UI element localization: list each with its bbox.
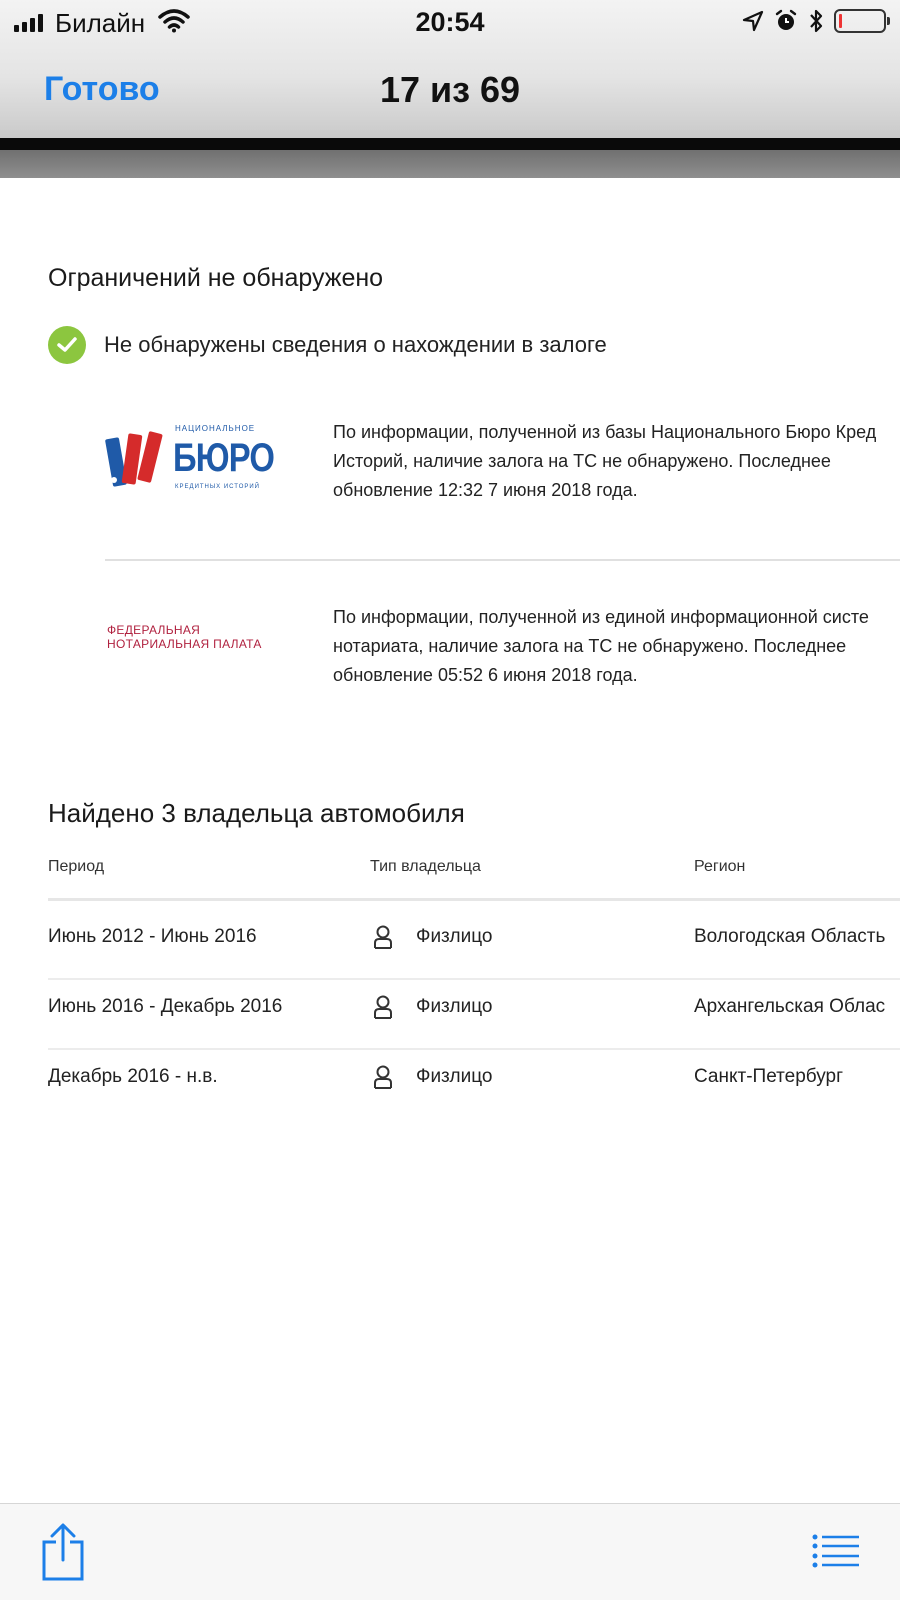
row-divider	[48, 1048, 900, 1050]
notary-logo-line-2: НОТАРИАЛЬНАЯ ПАЛАТА	[107, 637, 262, 651]
buro-logo-main: БЮРО	[173, 436, 275, 480]
notary-info-text	[333, 603, 900, 690]
document-view[interactable]	[0, 178, 900, 1503]
bluetooth-icon	[808, 8, 824, 34]
alarm-icon	[774, 9, 798, 33]
buro-line-3: обновление 12:32 7 июня 2018 года.	[333, 480, 638, 500]
cell-owner-type: Физлицо	[416, 926, 493, 947]
nav-bar	[0, 60, 900, 126]
cell-region: Архангельская Облас	[694, 996, 886, 1017]
notary-logo-line-1: ФЕДЕРАЛЬНАЯ	[107, 623, 201, 637]
header-region: Регион	[694, 858, 746, 875]
carrier-name: Билайн	[55, 8, 146, 38]
notary-line-1: По информации, полученной из единой информационной систе	[333, 607, 869, 627]
source-divider	[105, 559, 900, 561]
restrictions-title: Ограничений не обнаружено	[48, 264, 384, 292]
bottom-toolbar	[0, 1503, 900, 1600]
notary-logo	[107, 623, 262, 651]
buro-books-icon	[105, 428, 165, 488]
owners-title: Найдено 3 владельца автомобиля	[48, 798, 465, 828]
table-row	[48, 996, 900, 1066]
header-divider	[48, 898, 900, 901]
buro-logo	[105, 424, 275, 494]
notary-line-3: обновление 05:52 6 июня 2018 года.	[333, 665, 638, 685]
cell-region: Вологодская Область	[694, 926, 886, 947]
cell-period: Июнь 2016 - Декабрь 2016	[48, 996, 283, 1017]
buro-logo-bottom: КРЕДИТНЫХ ИСТОРИЙ	[175, 484, 260, 490]
table-row	[48, 926, 900, 996]
done-button[interactable]: Готово	[44, 70, 160, 108]
person-icon	[372, 994, 394, 1020]
location-icon	[742, 10, 764, 32]
top-bar	[0, 0, 900, 140]
separator-grey	[0, 150, 900, 178]
check-icon	[48, 326, 86, 364]
cell-period: Декабрь 2016 - н.в.	[48, 1066, 218, 1087]
clock: 20:54	[415, 7, 485, 37]
header-period: Период	[48, 858, 105, 875]
share-icon[interactable]	[40, 1522, 86, 1582]
cell-period: Июнь 2012 - Июнь 2016	[48, 926, 257, 947]
pledge-check-row	[48, 326, 607, 364]
row-divider	[48, 978, 900, 980]
cell-region: Санкт-Петербург	[694, 1066, 844, 1087]
person-icon	[372, 1064, 394, 1090]
person-icon	[372, 924, 394, 950]
pledge-check-text: Не обнаружены сведения о нахождении в залоге	[104, 332, 607, 357]
buro-line-1: По информации, полученной из базы Национального Бюро Кред	[333, 422, 877, 442]
header-owner-type: Тип владельца	[370, 858, 481, 875]
cell-owner-type: Физлицо	[416, 1066, 493, 1087]
cell-owner-type: Физлицо	[416, 996, 493, 1017]
buro-info-text	[333, 418, 900, 505]
status-icons	[742, 8, 886, 34]
notary-line-2: нотариата, наличие залога на ТС не обнаружено. Последнее	[333, 636, 847, 656]
separator-dark	[0, 138, 900, 150]
status-bar	[0, 0, 900, 46]
battery-icon	[834, 9, 886, 33]
table-row	[48, 1066, 900, 1136]
page-counter: 17 из 69	[379, 69, 521, 110]
buro-line-2: Историй, наличие залога на ТС не обнаружено. Последнее	[333, 451, 831, 471]
buro-logo-top: НАЦИОНАЛЬНОЕ	[175, 424, 256, 433]
list-icon[interactable]	[812, 1534, 860, 1568]
